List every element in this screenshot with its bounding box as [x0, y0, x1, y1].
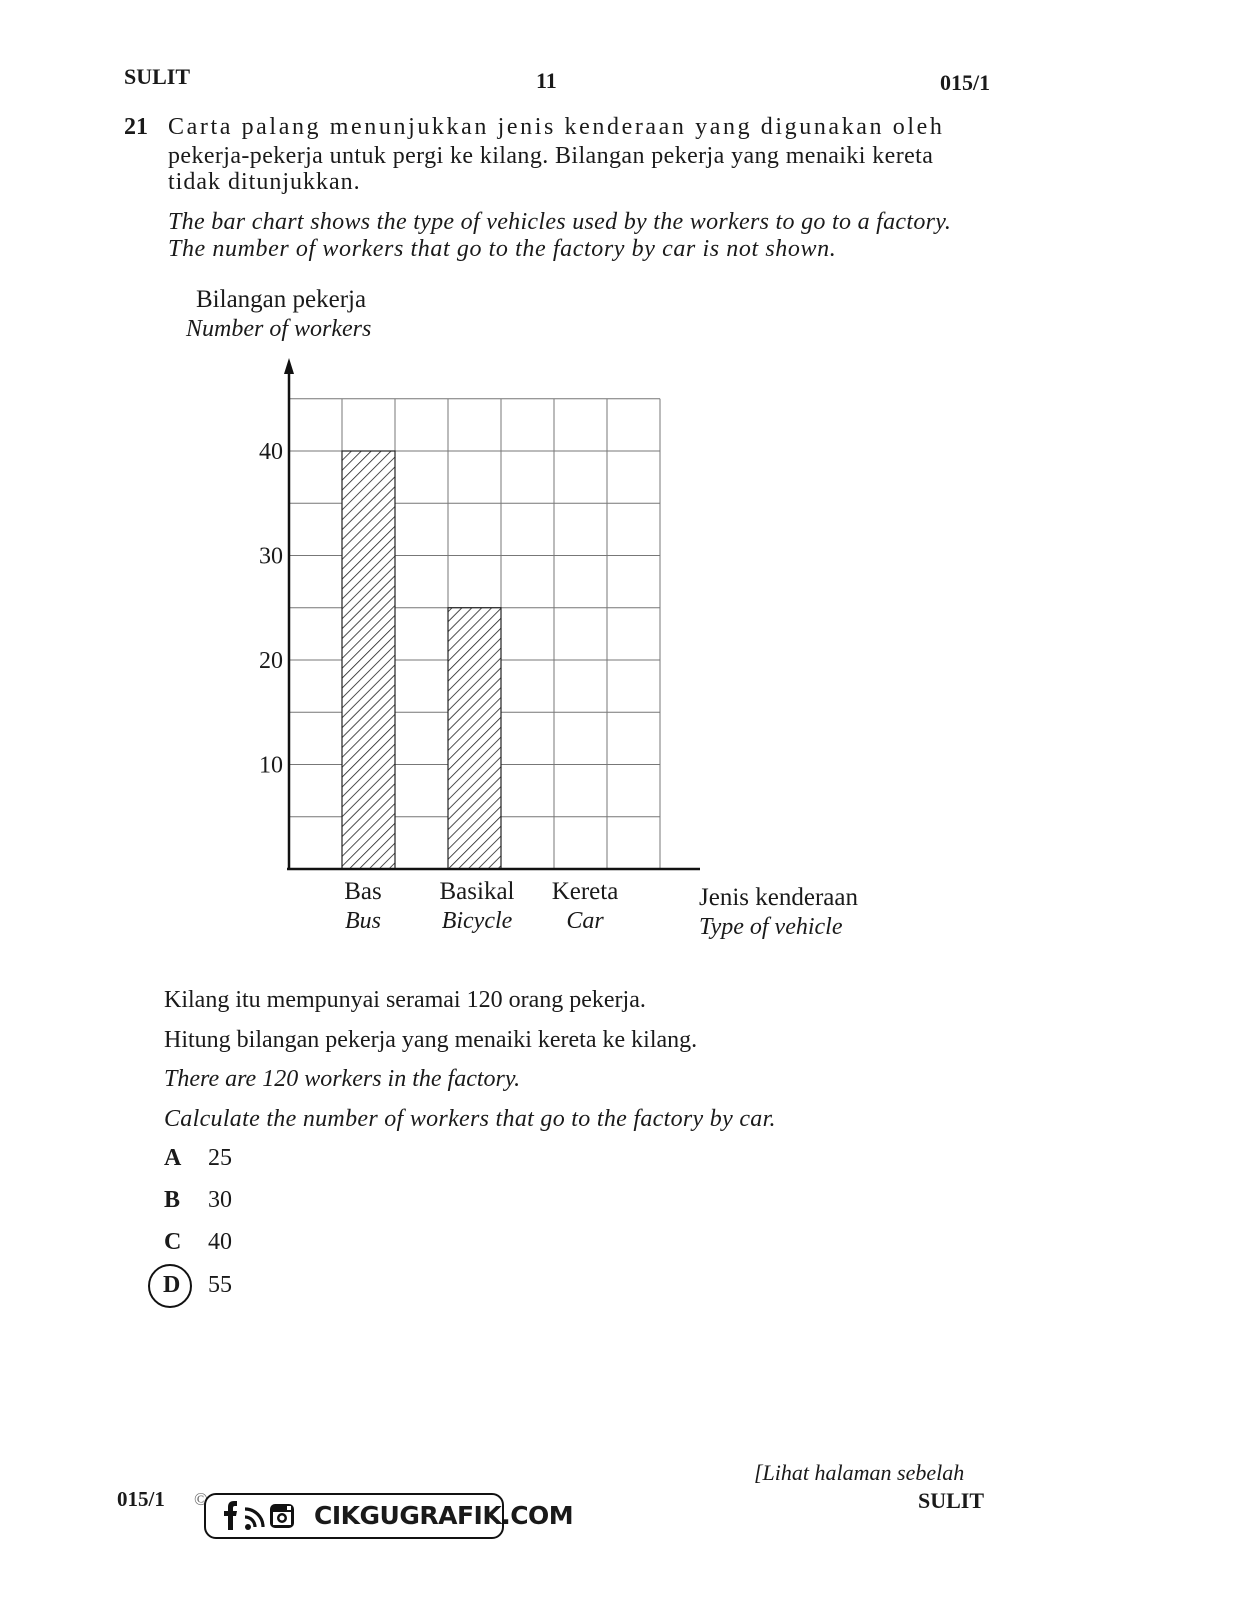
- prompt-english-line-1: There are 120 workers in the factory.: [164, 1066, 521, 1092]
- option-c-letter: C: [164, 1229, 182, 1255]
- x-tick-label-en-bus: Bus: [345, 908, 381, 934]
- y-axis-arrow: [284, 358, 294, 374]
- header-sulit: SULIT: [124, 64, 191, 89]
- bar-bas: [342, 451, 395, 869]
- x-tick-label-en-bicycle: Bicycle: [441, 908, 513, 934]
- paper-code: 015/1: [940, 70, 991, 95]
- x-tick-label-basikal: Basikal: [439, 878, 515, 905]
- y-tick-label-30: 30: [259, 543, 283, 570]
- question-number: 21: [124, 114, 148, 140]
- question-malay-line-1: Carta palang menunjukkan jenis kenderaan yang digunakan oleh: [168, 114, 945, 140]
- question-malay-line-2: pekerja-pekerja untuk pergi ke kilang. Bilangan pekerja yang menaiki kereta: [168, 143, 934, 169]
- facebook-icon: [224, 1501, 237, 1530]
- y-axis-label-en: Number of workers: [186, 316, 372, 342]
- x-axis-label: Jenis kenderaan: [699, 884, 858, 911]
- x-axis-label-en: Type of vehicle: [699, 914, 843, 940]
- page-number: 11: [536, 68, 557, 93]
- option-c-value: 40: [208, 1229, 232, 1255]
- y-axis-label: Bilangan pekerja: [196, 286, 367, 313]
- social-icons: [218, 1496, 308, 1536]
- copyright-symbol: ©: [194, 1489, 208, 1509]
- prompt-malay-line-1: Kilang itu mempunyai seramai 120 orang pekerja.: [164, 987, 646, 1013]
- rss-icon: [245, 1509, 263, 1530]
- option-b-value: 30: [208, 1187, 232, 1213]
- footer-sulit: SULIT: [918, 1488, 985, 1513]
- option-b-letter: B: [164, 1187, 181, 1213]
- prompt-malay-line-2: Hitung bilangan pekerja yang menaiki kereta ke kilang.: [164, 1027, 698, 1053]
- footer-code: 015/1: [117, 1487, 165, 1511]
- question-english-line-1: The bar chart shows the type of vehicles used by the workers to go to a factory.: [168, 209, 952, 235]
- y-tick-label-10: 10: [259, 752, 283, 779]
- y-tick-label-20: 20: [259, 648, 283, 674]
- option-a-letter: A: [164, 1145, 182, 1171]
- instagram-icon: [270, 1504, 294, 1528]
- footer-brand-box: [204, 1493, 574, 1539]
- x-tick-label-bas: Bas: [344, 878, 382, 905]
- x-tick-label-en-car: Car: [566, 908, 604, 934]
- bar-basikal: [448, 608, 501, 869]
- option-d-value: 55: [208, 1272, 232, 1298]
- question-malay-line-3: tidak ditunjukkan.: [168, 169, 361, 195]
- prompt-english-line-2: Calculate the number of workers that go to the factory by car.: [164, 1106, 776, 1132]
- y-tick-label-40: 40: [259, 439, 283, 465]
- option-d-letter: D: [163, 1272, 181, 1298]
- footer-brand: CIKGUGRAFIK.COM: [314, 1501, 574, 1530]
- x-tick-label-kereta: Kereta: [551, 878, 619, 905]
- option-a-value: 25: [208, 1145, 232, 1171]
- next-page-note: [Lihat halaman sebelah: [754, 1460, 965, 1485]
- question-english-line-2: The number of workers that go to the factory by car is not shown.: [168, 236, 837, 262]
